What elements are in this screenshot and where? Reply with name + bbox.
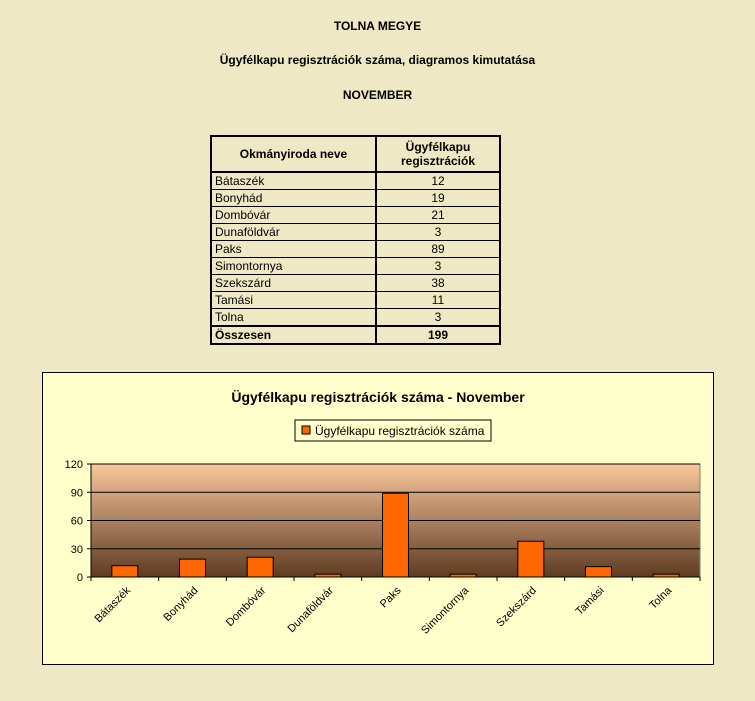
bar xyxy=(112,566,138,577)
office-name-cell: Tamási xyxy=(211,292,376,309)
bar xyxy=(586,567,612,577)
registration-count-cell: 3 xyxy=(376,258,500,275)
table-row xyxy=(211,309,500,327)
office-name-cell: Szekszárd xyxy=(211,275,376,292)
table-row xyxy=(211,275,500,292)
y-tick-label: 90 xyxy=(70,487,83,500)
table-body xyxy=(211,172,500,344)
county-title: TOLNA MEGYE xyxy=(333,19,422,33)
total-label-cell: Összesen xyxy=(211,326,376,344)
office-name-cell: Bonyhád xyxy=(211,190,376,207)
registration-count-cell: 21 xyxy=(376,207,500,224)
registration-count-cell: 38 xyxy=(376,275,500,292)
chart-area xyxy=(42,372,714,665)
x-tick-label: Szekszárd xyxy=(494,584,539,630)
table-row xyxy=(211,258,500,275)
bar xyxy=(383,493,409,577)
y-tick-label: 120 xyxy=(64,459,83,471)
column-header-registrations: Ügyfélkapu regisztrációk xyxy=(376,136,500,172)
legend-swatch xyxy=(302,426,310,434)
table-row xyxy=(211,224,500,241)
bar xyxy=(180,559,206,577)
office-name-cell: Dunaföldvár xyxy=(211,224,376,241)
x-tick-label: Tamási xyxy=(573,584,607,618)
x-tick-label: Paks xyxy=(377,584,404,611)
registration-count-cell: 3 xyxy=(376,309,500,327)
x-tick-label: Bátaszék xyxy=(92,584,133,626)
total-value-cell: 199 xyxy=(376,326,500,344)
table-row xyxy=(211,172,500,190)
office-name-cell: Paks xyxy=(211,241,376,258)
bar xyxy=(247,557,273,577)
chart-title: Ügyfélkapu regisztrációk száma - November xyxy=(231,389,525,405)
x-tick-label: Tolna xyxy=(647,584,675,612)
legend-label: Ügyfélkapu regisztrációk száma xyxy=(315,424,485,438)
office-name-cell: Simontornya xyxy=(211,258,376,275)
registration-count-cell: 11 xyxy=(376,292,500,309)
x-tick-label: Simontornya xyxy=(419,584,472,637)
bar xyxy=(518,541,544,577)
table-row xyxy=(211,241,500,258)
x-tick-label: Bonyhád xyxy=(161,584,201,624)
report-subtitle: Ügyfélkapu regisztrációk száma, diagramos kimutatása xyxy=(219,53,536,67)
table-row xyxy=(211,190,500,207)
office-name-cell: Dombóvár xyxy=(211,207,376,224)
table-row xyxy=(211,292,500,309)
y-tick-label: 30 xyxy=(70,543,83,556)
x-tick-label: Dombóvár xyxy=(223,584,269,630)
column-header-office: Okmányiroda neve xyxy=(211,136,376,172)
registrations-table xyxy=(210,135,501,345)
table-header-row xyxy=(211,136,500,172)
table-row xyxy=(211,207,500,224)
office-name-cell: Bátaszék xyxy=(211,172,376,190)
x-tick-label: Dunaföldvár xyxy=(285,584,336,636)
total-row xyxy=(211,326,500,344)
bar xyxy=(450,574,476,577)
registration-count-cell: 19 xyxy=(376,190,500,207)
bar xyxy=(315,574,341,577)
month-title: NOVEMBER xyxy=(342,88,413,102)
y-tick-label: 60 xyxy=(70,515,83,528)
y-tick-label: 0 xyxy=(76,572,83,584)
bar-chart xyxy=(43,373,713,664)
registration-count-cell: 89 xyxy=(376,241,500,258)
office-name-cell: Tolna xyxy=(211,309,376,327)
registration-count-cell: 3 xyxy=(376,224,500,241)
registration-count-cell: 12 xyxy=(376,172,500,190)
bar xyxy=(653,574,679,577)
